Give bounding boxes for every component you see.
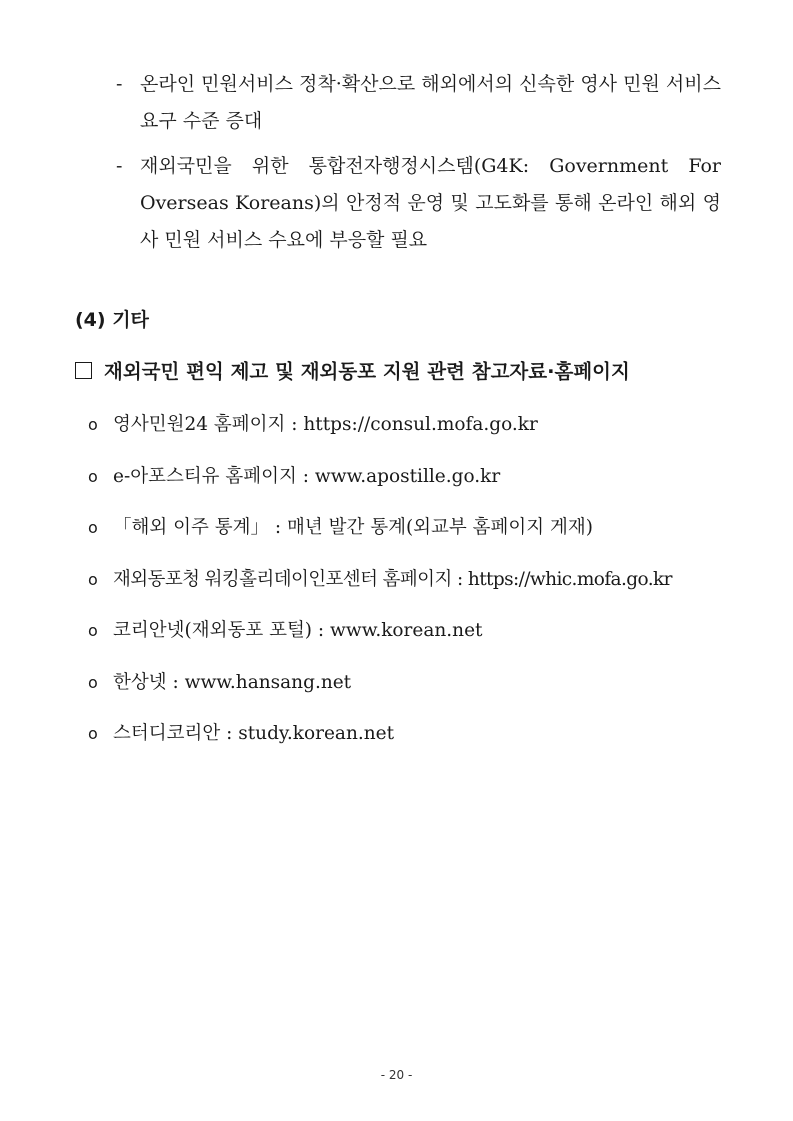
dash-item	[116, 66, 721, 140]
section-heading: (4) 기타	[75, 309, 149, 331]
reference-text: 코리안넷(재외동포 포털) : www.korean.net	[113, 620, 483, 641]
reference-text: 「해외 이주 통계」 : 매년 발간 통계(외교부 홈페이지 게재)	[113, 517, 594, 538]
reference-text: 재외동포청 워킹홀리데이인포센터 홈페이지 : https://whic.mofa.go.kr	[113, 569, 672, 590]
reference-item	[88, 565, 728, 591]
reference-text: e-아포스티유 홈페이지 : www.apostille.go.kr	[113, 466, 501, 487]
box-heading-text: 재외국민 편익 제고 및 재외동포 지원 관련 참고자료·홈페이지	[104, 360, 630, 383]
reference-text: 영사민원24 홈페이지 : https://consul.mofa.go.kr	[113, 414, 538, 435]
box-heading	[75, 356, 725, 384]
circle-bullet-icon: o	[88, 570, 98, 589]
dash-marker: -	[116, 73, 123, 95]
reference-item	[88, 513, 728, 539]
reference-item	[88, 462, 728, 488]
circle-bullet-icon: o	[88, 724, 98, 743]
checkbox-square-icon	[75, 362, 92, 379]
reference-item	[88, 410, 728, 436]
reference-text: 스터디코리안 : study.korean.net	[113, 723, 395, 744]
dash-item	[116, 148, 721, 259]
circle-bullet-icon: o	[88, 673, 98, 692]
circle-bullet-icon: o	[88, 518, 98, 537]
reference-item	[88, 616, 728, 642]
dash-marker: -	[116, 155, 123, 177]
circle-bullet-icon: o	[88, 621, 98, 640]
reference-item	[88, 719, 728, 745]
reference-text: 한상넷 : www.hansang.net	[113, 672, 352, 693]
page-number: - 20 -	[380, 1068, 413, 1082]
dash-item-text: 온라인 민원서비스 정착·확산으로 해외에서의 신속한 영사 민원 서비스 요구 수준 증대	[140, 73, 721, 132]
circle-bullet-icon: o	[88, 467, 98, 486]
dash-item-text: 재외국민을 위한 통합전자행정시스템(G4K: Government For Overseas Koreans)의 안정적 운영 및 고도화를 통해 온라인 해외 영사 민원 서비스 수요에 부응할 필요	[140, 155, 721, 251]
circle-bullet-icon: o	[88, 415, 98, 434]
reference-item	[88, 668, 728, 694]
